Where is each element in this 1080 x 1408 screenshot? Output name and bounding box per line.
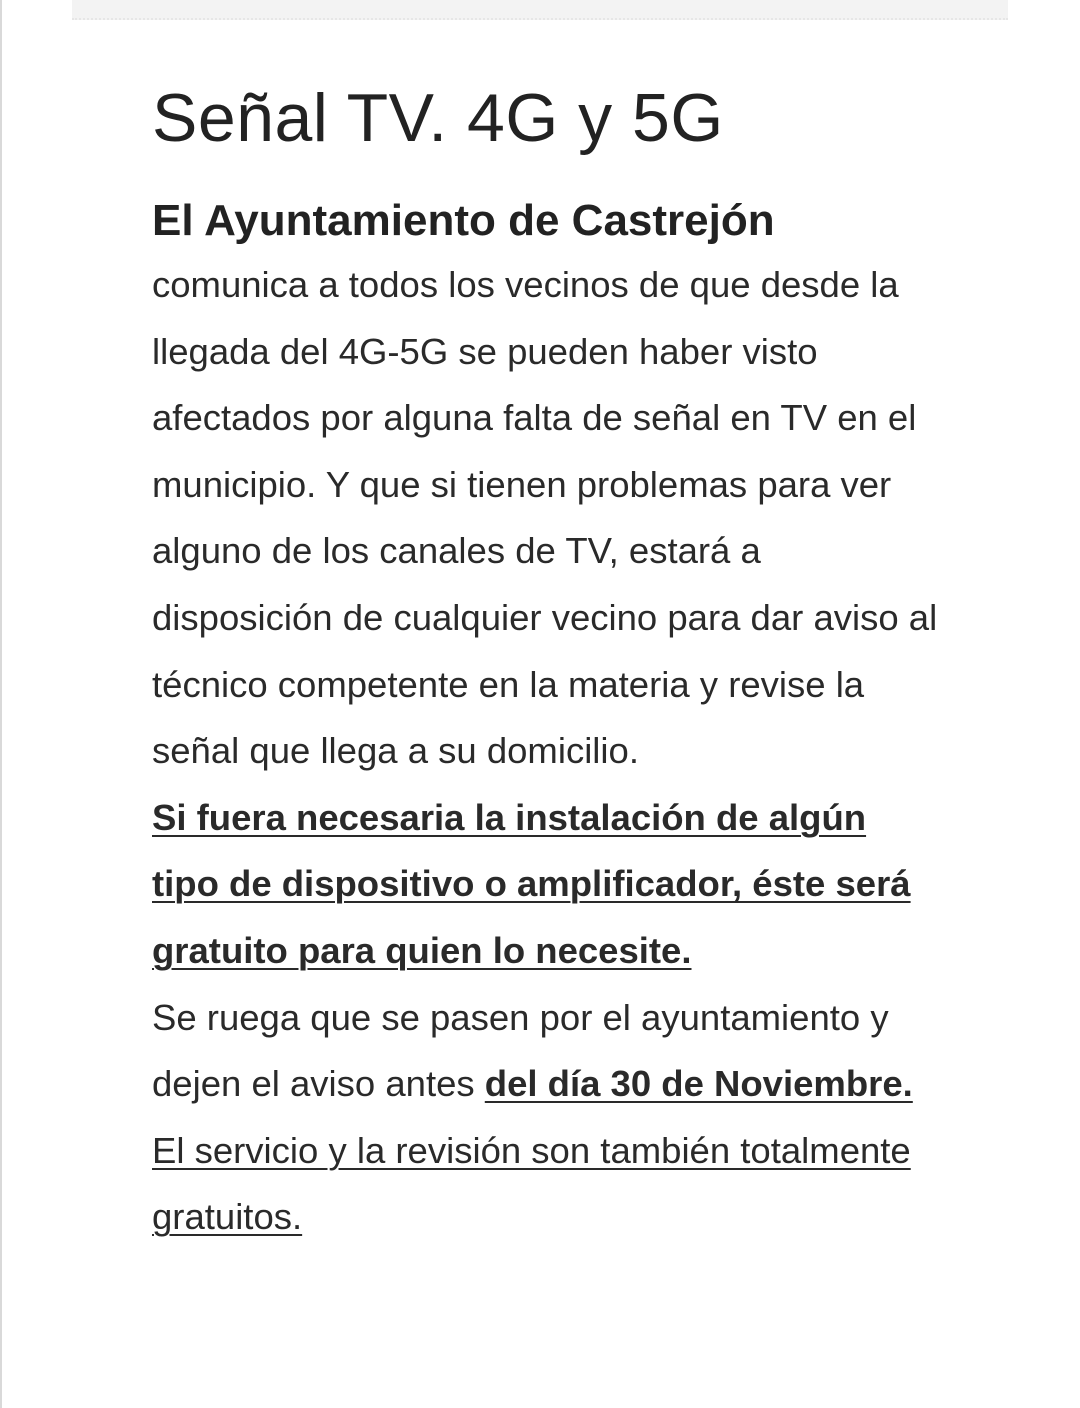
free-device-text: Si fuera necesaria la instalación de algún tipo de dispositivo o amplificador, éste será gratuito para quien lo necesite. <box>152 796 911 971</box>
free-service-text: El servicio y la revisión son también totalmente gratuitos. <box>152 1129 911 1238</box>
article-subtitle: El Ayuntamiento de Castrejón <box>152 196 775 245</box>
paragraph-free-service <box>152 1118 942 1251</box>
article-body <box>152 252 952 1251</box>
deadline-date: del día 30 de Noviembre. <box>484 1063 913 1105</box>
paragraph-free-device <box>152 785 942 985</box>
top-card-edge <box>72 0 1008 20</box>
article <box>152 76 952 1251</box>
deadline-intro-text: Se ruega que se pasen por el ayuntamiento y dejen el aviso antes <box>152 996 889 1105</box>
left-edge-border <box>0 0 2 1408</box>
article-title: Señal TV. 4G y 5G <box>152 80 724 156</box>
paragraph-deadline <box>152 985 942 1118</box>
paragraph-notice: comunica a todos los vecinos de que desde la llegada del 4G-5G se pueden haber visto afectados por alguna falta de señal en TV en el municipio. Y que si tienen problemas para ver alguno de los canales de TV, estará a disposición de cualquier vecino para dar aviso al técnico competente en la materia y revise la señal que llega a su domicilio. <box>152 264 938 772</box>
